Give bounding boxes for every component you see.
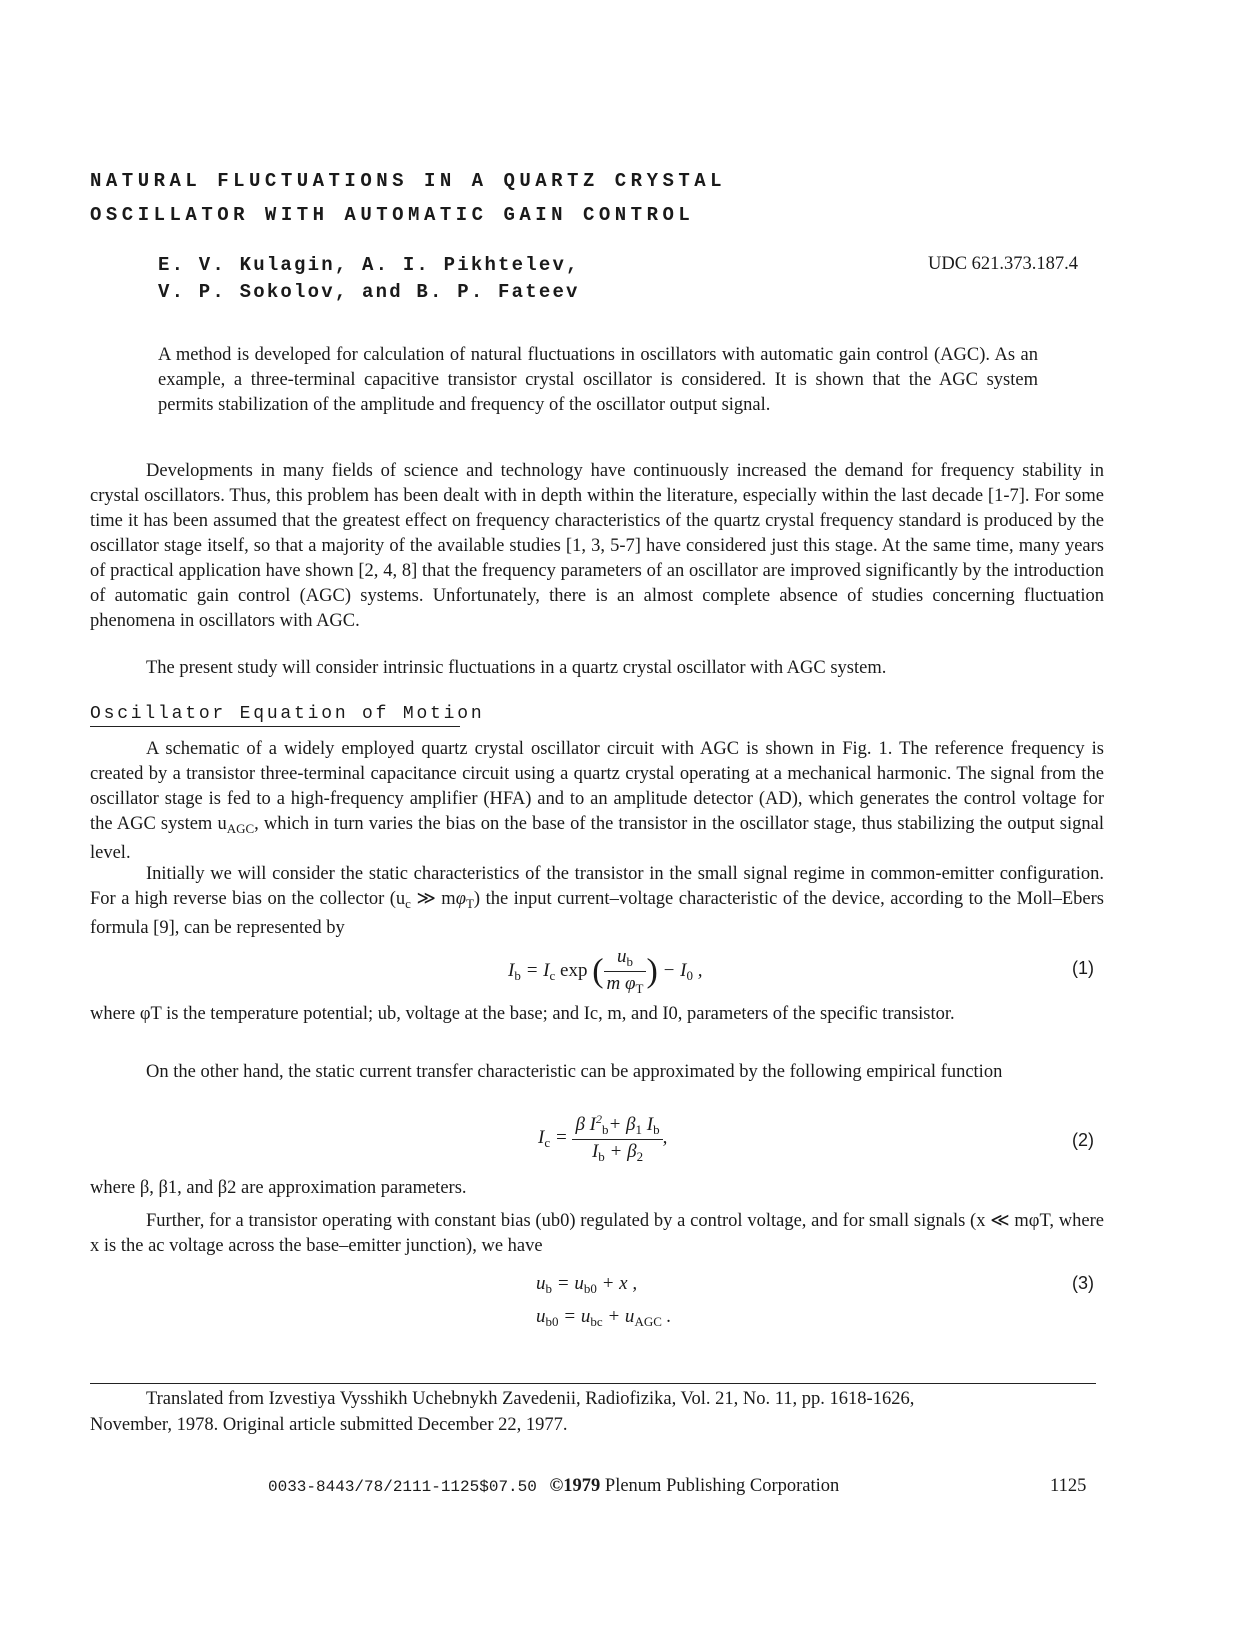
section-paragraph-1-text-b: , which in turn varies the bias on the base of the transistor in the oscillator stage, thus stabilizing the output signal level. xyxy=(90,814,1104,863)
footnote-rule xyxy=(90,1383,1096,1384)
footnote-line2: November, 1978. Original article submitted December 22, 1977. xyxy=(90,1415,568,1435)
section-heading-underline xyxy=(90,726,460,727)
equation-1: $I_b = I_c$ exp ( $\frac{u_b}{m \varphi_T}$ ) − $I_0$ , xyxy=(508,946,703,996)
authors-line2: V. P. Sokolov, and B. P. Fateev xyxy=(158,281,580,303)
equation-2: $I_c$ = $\frac{\beta I^2_b+ \beta_1 I_b}{I_b + \beta_2}$ , xyxy=(538,1112,668,1164)
page-footer xyxy=(268,1476,839,1497)
equation-1-number: (1) xyxy=(1072,958,1094,978)
intro-paragraph-1-text: Developments in many fields of science and technology have continuously increased the demand for frequency stability in crystal oscillators. Thus, this problem has been dealt with in depth within the literature, especially within the last decade [1-7]. For some time it has been assumed that the greatest effect on frequency characteristics of the quartz crystal frequency standard is produced by the oscillator stage itself, so that a majority of the available studies [1, 3, 5-7] have considered just this stage. At the same time, many years of practical application have shown [2, 4, 8] that the frequency parameters of an oscillator are improved significantly by the introduction of automatic gain control (AGC) systems. Unfortunately, there is an almost complete absence of studies concerning fluctuation phenomena in oscillators with AGC. xyxy=(90,461,1104,631)
equation-3: $u_b = u_{b0} + x$ , $u_{b0} = u_{bc} + u_{AGC}$ . xyxy=(536,1273,672,1329)
section-paragraph-5: where β, β1, and β2 are approximation parameters. xyxy=(90,1178,467,1198)
section-paragraph-2-text-b: the input current–voltage characteristic of the device, according to the Moll–Ebers formula [9], can be represented by xyxy=(90,889,1104,938)
section-paragraph-2: Initially we will consider the static characteristics of the transistor in the small signal regime in common-emitter configuration. For a high reverse bias on the collector ($u_c$ ≫ $m\varphi_T$) the input current–voltage characteristic of the device, according to the Moll–Ebers formula [9], can be represented by xyxy=(90,864,1104,938)
section-paragraph-1 xyxy=(90,737,1104,866)
footer-publisher: Plenum Publishing Corporation xyxy=(604,1476,840,1496)
footer-code: 0033-8443/78/2111-1125$07.50 xyxy=(268,1478,537,1496)
section-heading: Oscillator Equation of Motion xyxy=(90,704,485,724)
section-paragraph-4-text: On the other hand, the static current transfer characteristic can be approximated by the following empirical function xyxy=(146,1062,1003,1082)
section-paragraph-2-text-a: Initially we will consider the static characteristics of the transistor in the small signal regime in common-emitter configuration. For a high reverse bias on the collector (u xyxy=(90,864,1104,909)
paper-title-line2: OSCILLATOR WITH AUTOMATIC GAIN CONTROL xyxy=(90,204,695,226)
udc-code: UDC 621.373.187.4 xyxy=(928,254,1079,274)
authors xyxy=(158,252,580,306)
page-number: 1125 xyxy=(1050,1476,1087,1496)
paper-title-line1: NATURAL FLUCTUATIONS IN A QUARTZ CRYSTAL xyxy=(90,170,727,192)
authors-line1: E. V. Kulagin, A. I. Pikhtelev, xyxy=(158,254,580,276)
intro-paragraph-1 xyxy=(90,459,1104,634)
intro-paragraph-2 xyxy=(90,656,1104,681)
section-paragraph-6 xyxy=(90,1209,1104,1259)
section-paragraph-1-text-a: A schematic of a widely employed quartz crystal oscillator circuit with AGC is shown in Fig. 1. The reference frequency is created by a transistor three-terminal capacitance circuit using a quartz crystal operating at a mechanical harmonic. The signal from the oscillator stage is fed to a high-frequency amplifier (HFA) and to an amplitude detector (AD), which generates the control voltage for the AGC system u xyxy=(90,739,1104,834)
section-paragraph-4 xyxy=(90,1060,1104,1085)
equation-2-number: (2) xyxy=(1072,1130,1094,1150)
section-paragraph-3: where φT is the temperature potential; ub, voltage at the base; and Ic, m, and I0, parameters of the specific transistor. xyxy=(90,1004,955,1024)
footnote xyxy=(90,1386,1104,1438)
footnote-line1: Translated from Izvestiya Vysshikh Uchebnykh Zavedenii, Radiofizika, Vol. 21, No. 11, pp. 1618-1626, xyxy=(146,1389,915,1409)
equation-3-number: (3) xyxy=(1072,1273,1094,1293)
agc-subscript: AGC xyxy=(226,821,255,836)
abstract: A method is developed for calculation of natural fluctuations in oscillators with automatic gain control (AGC). As an example, a three-terminal capacitive transistor crystal oscillator is considered. It is shown that the AGC system permits stabilization of the amplitude and frequency of the oscillator output signal. xyxy=(158,345,1038,415)
footer-copyright: ©1979 xyxy=(549,1476,601,1496)
section-paragraph-6-text: Further, for a transistor operating with constant bias (ub0) regulated by a control voltage, and for small signals (x ≪ mφT, where x is the ac voltage across the base–emitter junction), we have xyxy=(90,1211,1104,1256)
intro-paragraph-2-text: The present study will consider intrinsic fluctuations in a quartz crystal oscillator with AGC system. xyxy=(146,658,887,678)
